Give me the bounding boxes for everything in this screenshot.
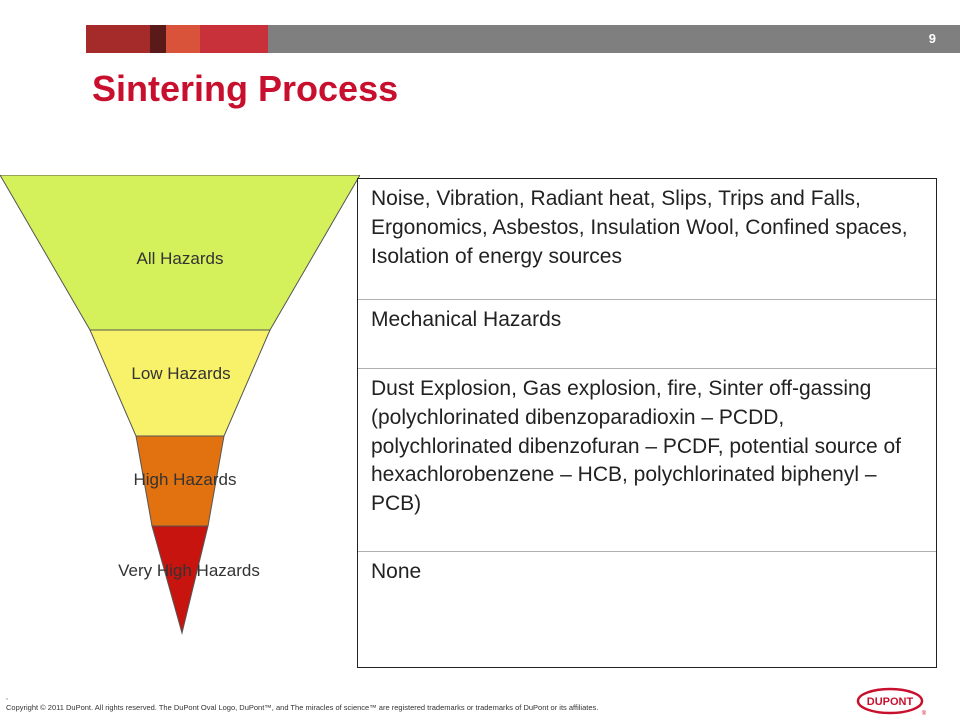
table-cell-low-hazards: Mechanical Hazards — [371, 308, 562, 331]
funnel-label-very-high: Very High Hazards — [118, 561, 260, 580]
dupont-logo-registered: ® — [921, 711, 927, 716]
funnel-label-high: High Hazards — [133, 470, 237, 489]
funnel-label-low: Low Hazards — [131, 364, 231, 383]
header-bar-segment-2 — [150, 25, 166, 53]
dupont-logo — [856, 686, 928, 716]
header-bar — [86, 25, 960, 53]
header-bar-segment-1 — [86, 25, 150, 53]
table-row — [358, 179, 936, 299]
hazard-funnel — [0, 175, 360, 635]
copyright-text: Copyright © 2011 DuPont. All rights reserved. The DuPont Oval Logo, DuPont™, and The miracles of science™ are registered trademarks or trademarks of DuPont or its affiliates. — [6, 703, 599, 712]
dupont-logo-text: DUPONT — [866, 696, 914, 708]
funnel-level-low — [90, 330, 270, 436]
table-row — [358, 299, 936, 368]
table-cell-very-high-hazards: None — [371, 560, 422, 583]
hazard-table — [357, 178, 937, 668]
footer-mark: , — [6, 694, 8, 701]
header-bar-segment-3 — [166, 25, 200, 53]
page-number: 9 — [928, 31, 936, 46]
table-row — [358, 368, 936, 551]
table-cell-high-hazards: Dust Explosion, Gas explosion, fire, Sinter off-gassing (polychlorinated dibenzoparadioxin – PCDD, polychlorinated dibenzofuran – PCDF, potential source of hexachlorobenzene – HCB, polychlorinated biphenyl – PCB) — [371, 377, 901, 516]
table-cell-all-hazards: Noise, Vibration, Radiant heat, Slips, Trips and Falls, Ergonomics, Asbestos, Insulation Wool, Confined spaces, Isolation of energy sources — [371, 187, 908, 268]
slide-title: Sintering Process — [92, 68, 399, 109]
table-row — [358, 551, 936, 666]
funnel-label-all: All Hazards — [136, 249, 224, 268]
header-bar-segment-4 — [200, 25, 268, 53]
